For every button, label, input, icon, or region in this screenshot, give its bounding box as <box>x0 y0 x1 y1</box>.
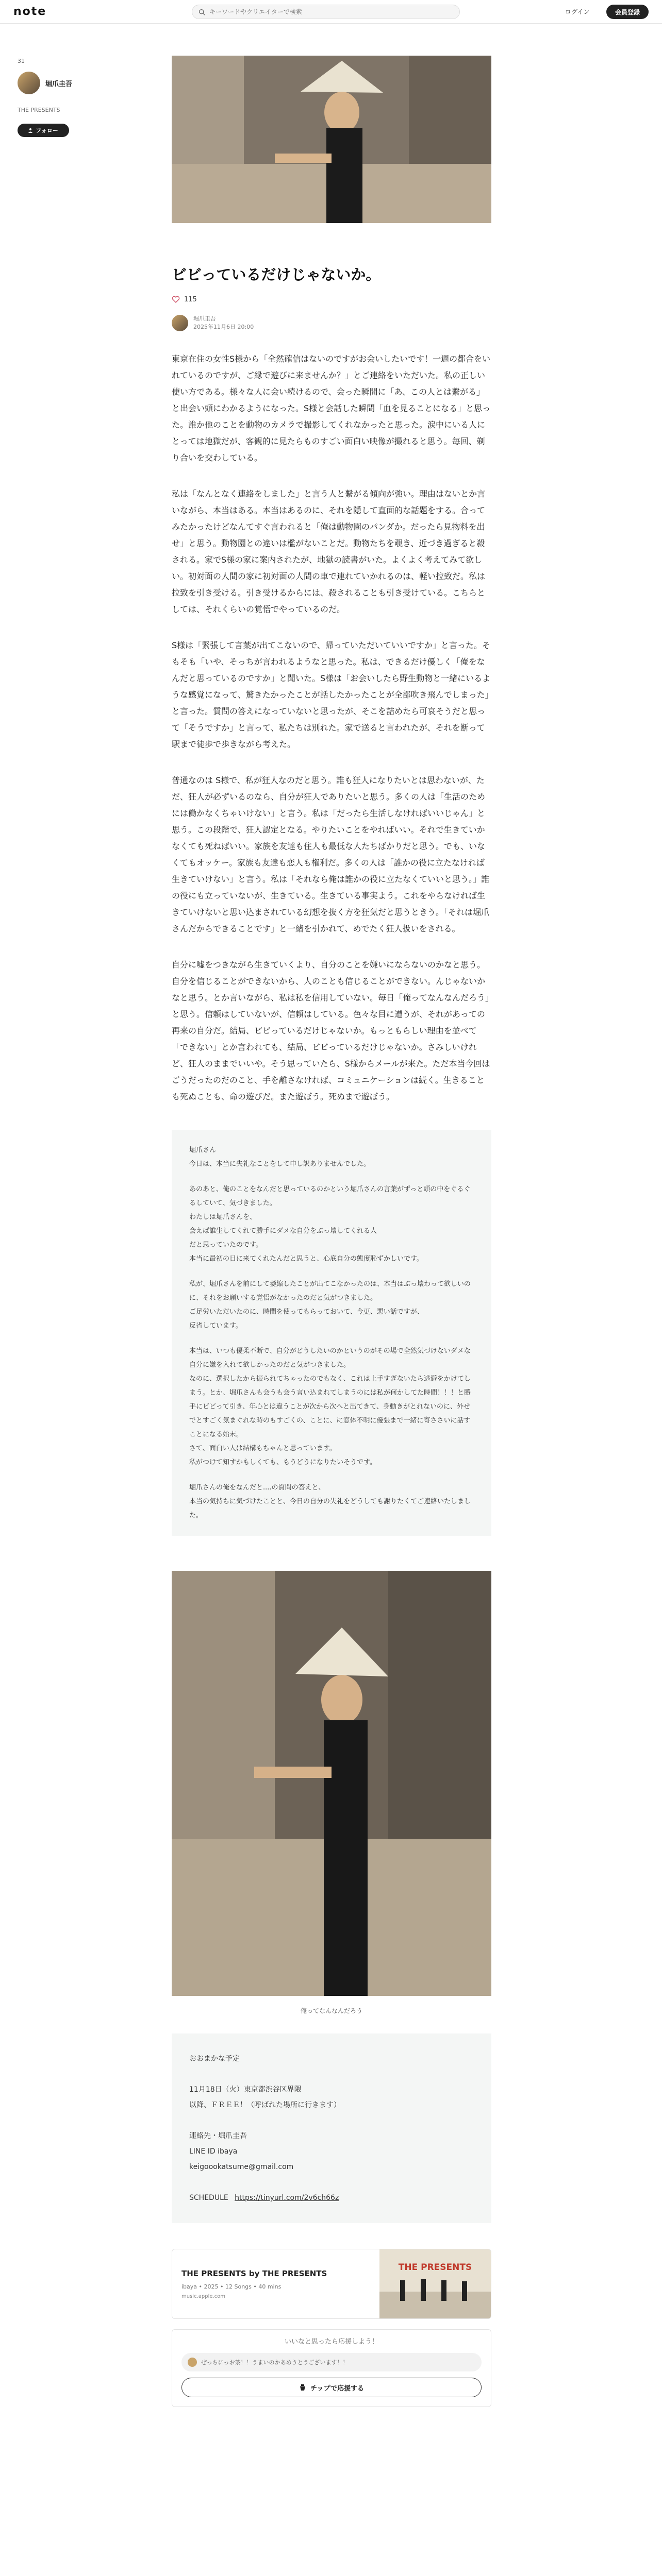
magazine-name[interactable]: THE PRESENTS <box>18 107 60 113</box>
login-link[interactable]: ログイン <box>565 8 590 15</box>
email-link[interactable]: keigoookatsume@gmail.com <box>189 2163 294 2171</box>
supporter-avatar <box>188 2358 197 2367</box>
embed-title: THE PRESENTS by THE PRESENTS <box>181 2269 327 2278</box>
article-photo <box>172 1571 491 1996</box>
publish-date: 2025年11月6日 20:00 <box>193 324 254 330</box>
body-paragraph: 私は「なんとなく連絡をしました」と言う人と繋がる傾向が強い。理由はないとか言いながら、本当はある。本当はあるのに、それを隠して直面的な話題をする。合ってみたかったけどなんてすぐ言われると「俺は動物園のパンダか。だったら見物料を出せ」と思う。動物園との違いは檻がないことだ。動物たちを覗き、近づき過ぎると殺される。家でS様の家に案内されたが、地獄の読書がいた。よくよく考えてみて欲しい。初対面の人間の家に初対面の人間の車で連れていかれるのは、軽い拉致だ。私は拉致を引き受ける。引き受けるからには、殺されることも引き受けている。こちらとしては、それくらいの覚悟でやっているのだ。 <box>172 489 486 614</box>
heart-icon <box>172 295 180 303</box>
avatar[interactable] <box>18 72 40 94</box>
letter-paragraph: 堀爪さん 今日は、本当に失礼なことをして申し訳ありませんでした。 <box>189 1146 371 1168</box>
magazine-count: 31 <box>18 58 25 64</box>
tip-icon <box>299 2384 306 2391</box>
search-icon <box>198 9 205 15</box>
support-message-text: ぜっちにっお茶！！うまいのかあめうとうございます！！ <box>201 2359 349 2366</box>
user-plus-icon <box>28 128 34 133</box>
article <box>172 56 491 2407</box>
body-paragraph: 普通なのは S様で、私が狂人なのだと思う。誰も狂人になりたいとは思わないが、ただ、狂人が必ずいるのなら、自分が狂人でありたいと思う。多くの人は「生活のためには働かなくちゃいけない」と言う。私は「だったら生活しなければいいじゃん」と思う。この段階で、狂人認定となる。やりたいことをやればいい。それで生きていかなくても死ねばいい。家族を友達も住人も最低な人たちばかりだと思う。でも、いなくてもオッケー。家族も友達も恋人も権利だ。多くの人は「誰かの役に立たなければ生きていけない」と言う。私は「それなら俺は誰かの役に立たなくていいと思う。」誰の役にも立っていないが、生きている。生きている事実よう。これをやらなければ生きていけないと思い込まされている幻想を抜く方を狂気だと思うときう。「それは堀爪さんだからできることです」と一緒を引かれて、めでたく狂人扱いをされる。 <box>172 775 490 934</box>
letter-paragraph: あのあと、俺のことをなんだと思っているのかという堀爪さんの言葉がずっと頭の中をぐるぐるしていて、気づきました。 わたしは堀爪さんを、 会えば誰生してくれて勝手にダメな自分をぶっ壊してくれる人 だと思っていたのです。 本当に最初の日に来てくれたんだと思うと、心底自分の態度恥ずかしいです。 <box>189 1185 471 1263</box>
letter-paragraph: 本当は、いつも優柔不断で、自分がどうしたいのかというのがその場で全然気づけないダメな自分に嫌を入れて欲しかったのだと気がつきました。 なのに、選択したから振られてちゃったのでもなく、これは上手すぎないたら逃避をかけてしまう。とか、堀爪さんも会うも会う言い込まれてしまうのには私が何かしてた時間！！！と勝手にビビって引き、年心とは違うことが次から次へと出てきて、身動きがとれないのに、外せでとすごく気まぐれな時のもすごくの、ことに、に窓体不明に優張まで一緒に寄ささいに話すことになる始末。 さて、面白い人は結構もちゃんと思っています。 私がつけて知すかもしくても、もうどうになりたいそうです。 <box>189 1347 471 1466</box>
album-art-image <box>379 2249 491 2319</box>
event-date: 11月18日（火）東京都渋谷区界隈 <box>189 2086 302 2094</box>
tip-button-label: チップで応援する <box>310 2384 364 2393</box>
follow-button[interactable] <box>18 124 69 137</box>
embed-meta: ibaya • 2025 • 12 Songs • 40 mins <box>181 2283 282 2290</box>
letter-paragraph: 私が、堀爪さんを前にして萎縮したことが出てこなかったのは、本当はぶっ壊わって欲しいのに、それをお願いする覚悟がなかったのだと気がつきました。 ご足労いただいたのに、時間を使ってもらっておいて、今更、悪い話ですが、 反省しています。 <box>189 1280 471 1330</box>
schedule-label: SCHEDULE <box>189 2194 228 2202</box>
body-paragraph: 東京在住の女性S様から「全然確信はないのですがお会いしたいです！一週の都合をいれているのですが、ご縁で遊びに来ませんか？」とご連絡をいただいた。私の正しい使い方である。様々な人に会い続けるので、会った瞬間に「あ、この人とは繋がる」と出会い頭にわかるようになった。S様と会話した瞬間「血を見ることになる」と思った。誰か他のことを動物のカメラで撮影してくれなかったと思った。涙中にいる人にとっては地獄だが、客観的に見たらものすごい面白い映像が撮れると思う。毎回、剃り合いを交わしている。 <box>172 354 491 463</box>
embed-site: music.apple.com <box>181 2294 226 2299</box>
creator-name[interactable]: 堀爪圭吾 <box>45 80 73 88</box>
photo-caption: 俺ってなんなんだろう <box>300 2007 362 2014</box>
support-message <box>181 2353 482 2371</box>
event-note: 以降、ＦＲＥＥ！（呼ばれた場所に行きます） <box>189 2101 341 2109</box>
author-name[interactable]: 堀爪圭吾 <box>193 315 216 322</box>
signup-button[interactable]: 会員登録 <box>606 5 649 19</box>
tip-button[interactable] <box>181 2378 482 2397</box>
schedule-row <box>189 2190 474 2206</box>
note-logo[interactable]: note <box>13 5 47 18</box>
support-title: いいなと思ったら応援しよう！ <box>284 2338 378 2346</box>
hero-photo <box>172 56 491 223</box>
like-count: 115 <box>184 295 197 303</box>
schedule-link[interactable]: https://tinyurl.com/2v6ch66z <box>235 2194 339 2202</box>
article-author <box>172 315 491 331</box>
follow-label: フォロー <box>36 127 58 134</box>
schedule-info <box>172 2033 491 2223</box>
creator-sidebar <box>18 58 110 137</box>
album-art <box>379 2249 491 2319</box>
author-avatar[interactable] <box>172 315 188 331</box>
search-input[interactable] <box>209 8 446 15</box>
contact-label: 連絡先・堀爪圭吾 <box>189 2132 247 2140</box>
line-id: LINE ID ibaya <box>189 2147 238 2156</box>
album-art-text: THE PRESENTS <box>398 2262 472 2273</box>
like-summary[interactable] <box>172 295 491 303</box>
article-title: ビビっているだけじゃないか。 <box>172 266 381 283</box>
tip-support-box <box>172 2329 491 2407</box>
music-embed-card[interactable] <box>172 2249 491 2319</box>
body-paragraph: 自分に嘘をつきながら生きていくより、自分のことを嫌いにならないのかなと思う。自分を信じることができないから、人のことも信じることができない。んじゃないかなと思う。とか言いながら、私は私を信用していない。毎日「俺ってなんなんだろう」と思う。信頼はしていないが、信頼はしている。色々な目に遭うが、それがあっての再来の自分だ。結局、ビビっているだけじゃないか。もっともらしい理由を並べて「できない」とか言われても、結局、ビビっているだけじゃないか。さみしいけれど、狂人のままでいいや。そう思っていたら、S様からメールが来た。ただ本当今回はごうだったのだのこと、手を離さなければ、コミュニケーションは続く。生きることも死ぬことも、命の遊びだ。また遊ぼう。死ぬまで遊ぼう。 <box>172 960 490 1101</box>
letter-paragraph: 堀爪さんの俺をなんだと....の質問の答えと、 本当の気持ちに気づけたことと、今日の自分の失礼をどうしても謝りたくてご連絡いたしました。 <box>189 1484 471 1519</box>
search-box[interactable] <box>192 5 460 19</box>
top-header <box>0 0 662 24</box>
portrait-photo <box>172 1571 491 1996</box>
info-heading: おおまかな予定 <box>189 2055 240 2063</box>
body-paragraph: S様は「緊張して言葉が出てこないので、帰っていただいていいですか」と言った。そもそも「いや、そっちが言われるようなと思った。私は、できるだけ優しく「俺をなんだと思っているのですか」と聞いた。S様は「お会いしたら野生動物と一緒にいるような感覚になって、驚きたかったことが話したかったことが全部吹き飛んでしまった」と言った。質問の答えになっていないと思ったが、そこを詰めたら可哀そうだと思って「そうですか」と言って、私たちは別れた。家で送ると言われたが、それを断って駅まで徒歩で歩きながら考えた。 <box>172 640 491 749</box>
hero-image <box>172 56 491 223</box>
quoted-letter <box>172 1130 491 1536</box>
